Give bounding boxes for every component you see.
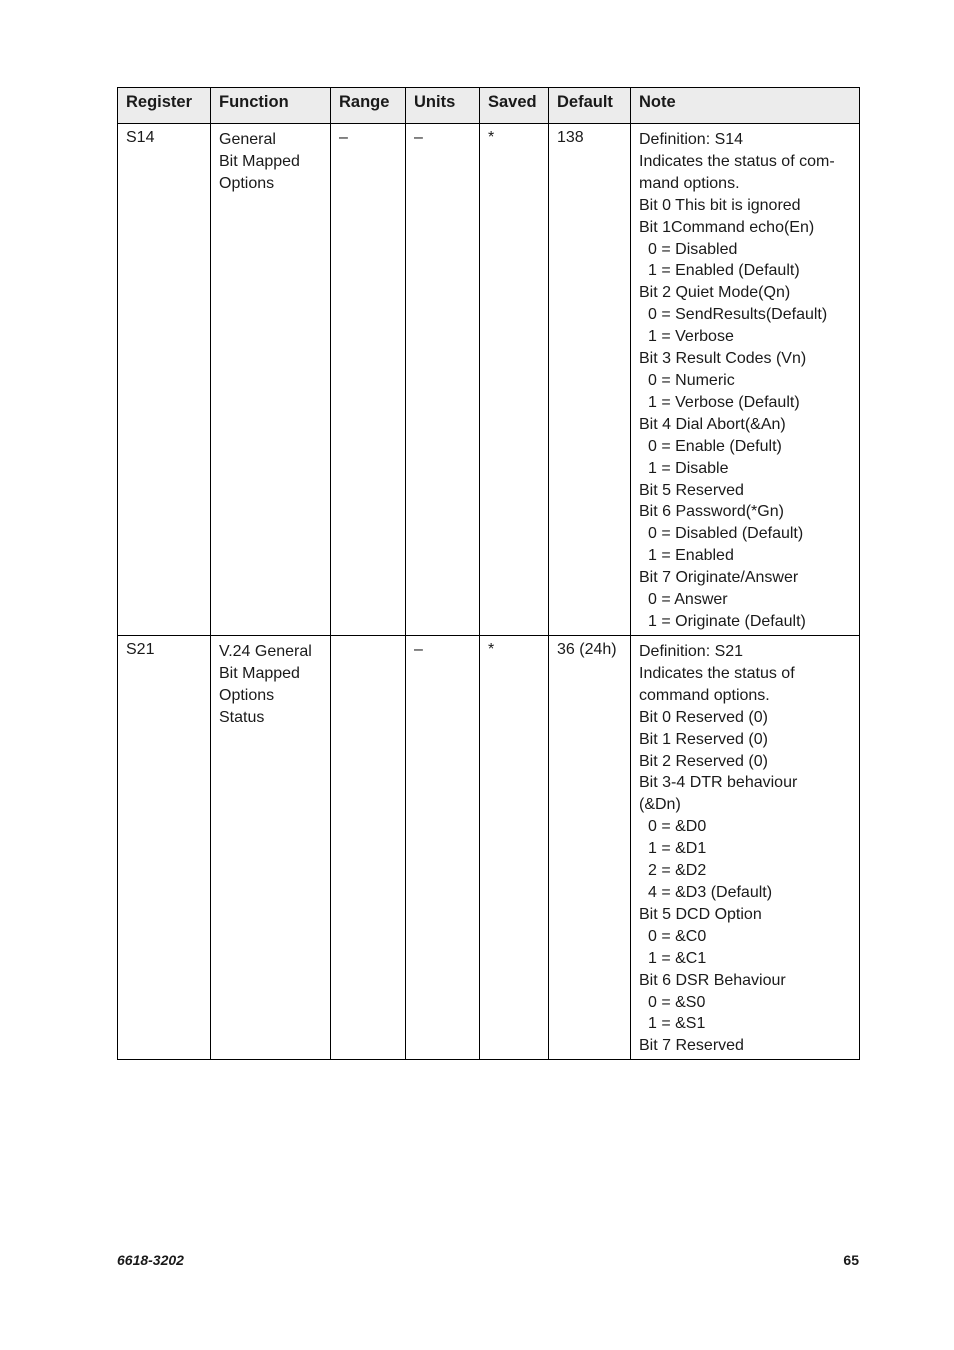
note-line: Bit 5 DCD Option bbox=[639, 905, 762, 923]
note-line: Bit 4 Dial Abort(&An) bbox=[639, 415, 786, 433]
note-cell bbox=[631, 636, 860, 1060]
units-cell: – bbox=[406, 124, 480, 636]
function-line: Bit Mapped bbox=[219, 152, 300, 170]
note-line: Definition: S14 bbox=[639, 131, 744, 148]
register-cell: S21 bbox=[118, 636, 211, 1060]
note-line: 0 = &D0 bbox=[648, 818, 707, 836]
page-number: 65 bbox=[843, 1252, 859, 1268]
function-line: Status bbox=[219, 708, 265, 726]
note-line: 1 = Disable bbox=[648, 459, 729, 477]
note-line: 2 = &D2 bbox=[648, 862, 707, 880]
note-line: 4 = &D3 (Default) bbox=[648, 883, 773, 901]
note-line: Bit 7 Reserved bbox=[639, 1037, 744, 1055]
note-line: mand options. bbox=[639, 174, 740, 192]
header-default: Default bbox=[549, 88, 631, 124]
document-number: 6618-3202 bbox=[117, 1252, 184, 1268]
note-line: Bit 2 Quiet Mode(Qn) bbox=[639, 284, 791, 302]
range-cell: – bbox=[331, 124, 406, 636]
note-line: Bit 5 Reserved bbox=[639, 481, 744, 499]
function-line: General bbox=[219, 131, 276, 148]
header-function: Function bbox=[211, 88, 331, 124]
note-line: 0 = Answer bbox=[648, 591, 728, 609]
function-line: Bit Mapped bbox=[219, 664, 300, 682]
note-line: 1 = &C1 bbox=[648, 949, 707, 967]
note-line: 0 = Numeric bbox=[648, 371, 735, 389]
note-line: 0 = &S0 bbox=[648, 993, 706, 1011]
function-cell bbox=[211, 124, 331, 636]
saved-cell: * bbox=[480, 636, 549, 1060]
note-line: 1 = Verbose bbox=[648, 328, 734, 346]
note-line: 1 = &S1 bbox=[648, 1015, 706, 1033]
note-line: command options. bbox=[639, 686, 770, 704]
table-row bbox=[118, 124, 860, 636]
note-line: Bit 3 Result Codes (Vn) bbox=[639, 350, 807, 368]
header-units: Units bbox=[406, 88, 480, 124]
note-line: Bit 3-4 DTR behaviour bbox=[639, 774, 798, 792]
note-line: 1 = Originate (Default) bbox=[648, 612, 806, 630]
note-line: 1 = &D1 bbox=[648, 840, 707, 858]
default-cell: 36 (24h) bbox=[549, 636, 631, 1060]
note-line: Indicates the status of bbox=[639, 664, 795, 682]
note-line: Bit 6 Password(*Gn) bbox=[639, 503, 784, 521]
note-line: 0 = &C0 bbox=[648, 927, 707, 945]
register-table bbox=[117, 87, 860, 1060]
note-line: 0 = Enable (Defult) bbox=[648, 437, 782, 455]
header-saved: Saved bbox=[480, 88, 549, 124]
note-line: Bit 6 DSR Behaviour bbox=[639, 971, 786, 989]
table-row bbox=[118, 636, 860, 1060]
note-line: 0 = SendResults(Default) bbox=[648, 306, 828, 324]
register-cell: S14 bbox=[118, 124, 211, 636]
function-line: Options bbox=[219, 686, 275, 704]
note-line: 1 = Verbose (Default) bbox=[648, 393, 800, 411]
note-line: Definition: S21 bbox=[639, 643, 744, 660]
note-line: Bit 0 Reserved (0) bbox=[639, 708, 768, 726]
note-line: Bit 2 Reserved (0) bbox=[639, 752, 768, 770]
note-line: Bit 1Command echo(En) bbox=[639, 218, 815, 236]
note-line: Bit 7 Originate/Answer bbox=[639, 569, 799, 587]
note-cell bbox=[631, 124, 860, 636]
table-header-row bbox=[118, 88, 860, 124]
units-cell: – bbox=[406, 636, 480, 1060]
note-line: 1 = Enabled (Default) bbox=[648, 262, 800, 280]
note-line: Bit 1 Reserved (0) bbox=[639, 730, 768, 748]
note-line: 0 = Disabled (Default) bbox=[648, 525, 804, 543]
header-register: Register bbox=[118, 88, 211, 124]
note-line: (&Dn) bbox=[639, 796, 681, 814]
function-line: Options bbox=[219, 174, 275, 192]
note-line: 0 = Disabled bbox=[648, 240, 738, 258]
saved-cell: * bbox=[480, 124, 549, 636]
note-line: Bit 0 This bit is ignored bbox=[639, 196, 801, 214]
range-cell bbox=[331, 636, 406, 1060]
header-note: Note bbox=[631, 88, 860, 124]
function-cell bbox=[211, 636, 331, 1060]
header-range: Range bbox=[331, 88, 406, 124]
default-cell: 138 bbox=[549, 124, 631, 636]
note-line: Indicates the status of com- bbox=[639, 152, 835, 170]
function-line: V.24 General bbox=[219, 643, 312, 660]
note-line: 1 = Enabled bbox=[648, 547, 734, 565]
